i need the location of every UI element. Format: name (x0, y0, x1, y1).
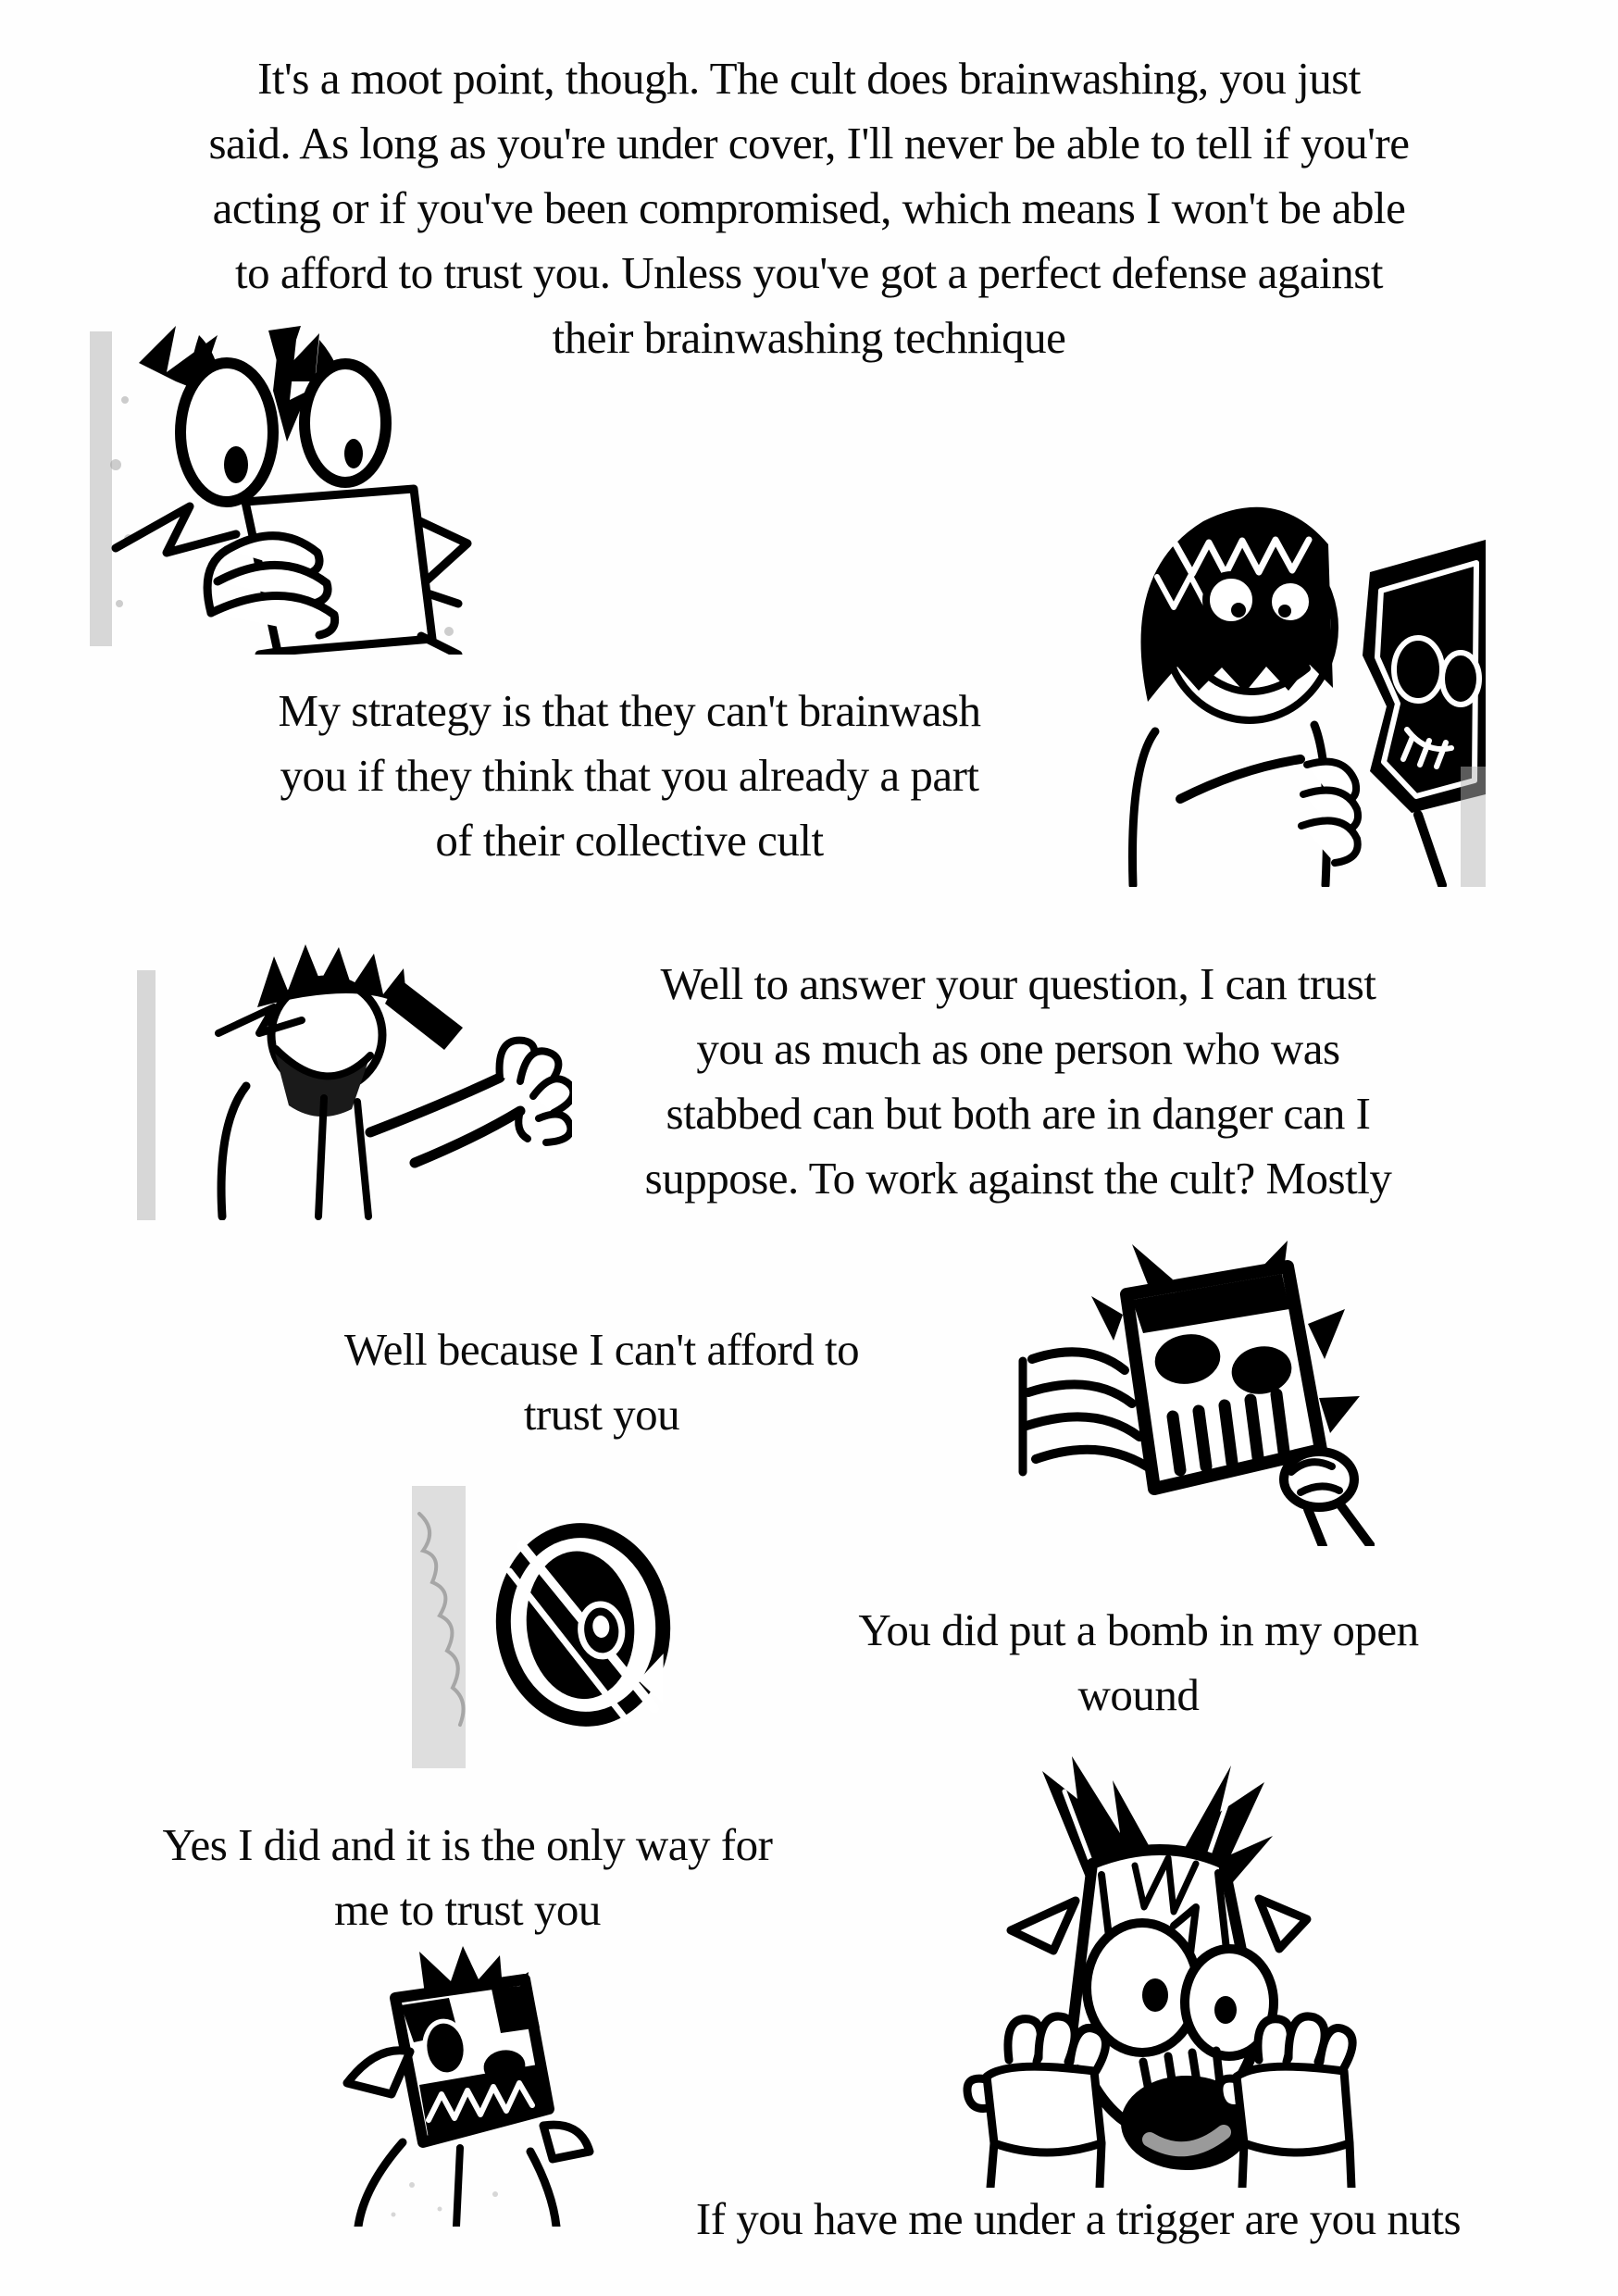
dialogue-line: to afford to trust you. Unless you've got a perfect defense against (235, 247, 1383, 298)
dialogue-line: acting or if you've been compromised, which means I won't be able (212, 182, 1406, 233)
shocked-face-holding-paper-illustration (88, 326, 477, 655)
ink-drawing (88, 326, 477, 655)
ink-drawing (1092, 489, 1486, 887)
dialogue-line: Well because I can't afford to (343, 1324, 860, 1375)
dialogue-line: My strategy is that they can't brainwash (278, 685, 981, 736)
dialogue-moot-point (59, 46, 1559, 370)
dialogue-answer-question (546, 952, 1490, 1211)
dialogue-line: said. As long as you're under cover, I'll never be able to tell if you're (208, 118, 1410, 168)
dialogue-line: stabbed can but both are in danger can I (666, 1088, 1371, 1139)
dialogue-line: It's a moot point, though. The cult does brainwashing, you just (257, 53, 1361, 104)
dialogue-line: Yes I did and it is the only way for (162, 1819, 773, 1870)
panicked-masked-face-illustration (953, 1754, 1361, 2188)
girl-presenting-mask-illustration (1092, 489, 1486, 887)
dialogue-line: you if they think that you already a part (280, 750, 979, 801)
dialogue-bomb-in-wound (787, 1598, 1490, 1728)
dialogue-line: you as much as one person who was (696, 1023, 1340, 1074)
ink-drawing (137, 942, 572, 1220)
ink-drawing (1014, 1241, 1375, 1546)
dialogue-line: Well to answer your question, I can trust (660, 958, 1376, 1009)
dialogue-line: of their collective cult (435, 815, 824, 866)
skull-mask-held-up-illustration (1014, 1241, 1375, 1546)
dialogue-my-strategy (171, 679, 1088, 873)
dialogue-line: me to trust you (334, 1884, 601, 1935)
bomb-device-illustration (412, 1486, 708, 1768)
dialogue-line: trust you (523, 1389, 680, 1440)
dialogue-cant-afford-trust (268, 1317, 935, 1447)
small-masked-figure-illustration (310, 1944, 616, 2227)
ink-drawing (412, 1486, 708, 1768)
dialogue-line: You did put a bomb in my open (858, 1604, 1419, 1655)
dialogue-line: suppose. To work against the cult? Mostly (644, 1153, 1392, 1204)
open-mouth-spiky-head-illustration (137, 942, 572, 1220)
ink-drawing (310, 1944, 616, 2227)
dialogue-line: their brainwashing technique (552, 312, 1066, 363)
dialogue-line: wound (1077, 1669, 1200, 1720)
ink-drawing (953, 1754, 1361, 2188)
dialogue-line: If you have me under a trigger are you nuts (695, 2193, 1462, 2244)
dialogue-trigger-question (592, 2187, 1564, 2252)
dialogue-only-way-to-trust (97, 1813, 838, 1942)
